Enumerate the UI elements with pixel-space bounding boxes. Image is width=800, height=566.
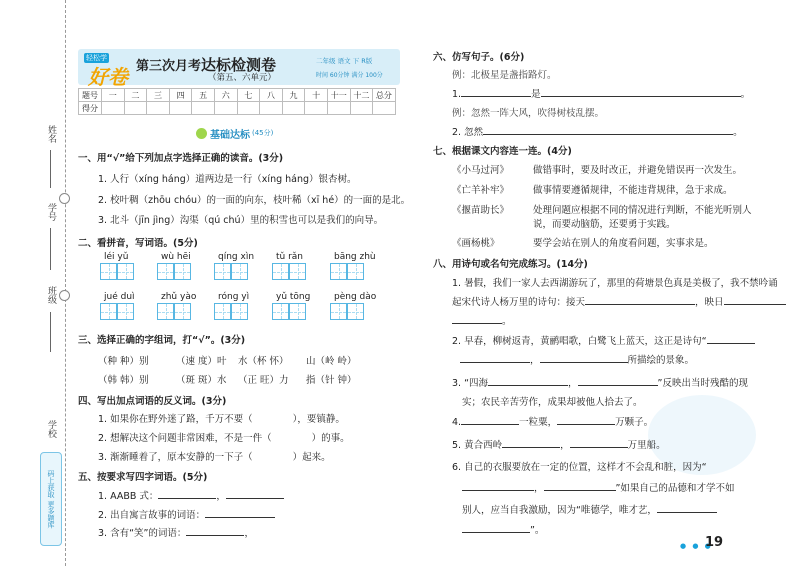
writing-box[interactable] [214, 263, 231, 280]
q7-left-item[interactable]: 《亡羊补牢》 [452, 185, 510, 196]
pinyin-prompt: jué duì [104, 292, 135, 302]
q8-line-4-end: 万颗子。 [615, 417, 654, 428]
q8-line-2b-text: 所描绘的景象。 [627, 355, 695, 366]
writing-box[interactable] [330, 303, 347, 320]
q8-answer-blank[interactable] [540, 353, 628, 363]
q8-answer-blank[interactable] [460, 353, 530, 363]
q8-line-6b-text: ”如果自己的品德和才学不如 [615, 483, 735, 494]
q8-answer-blank[interactable] [578, 376, 658, 386]
fold-line [65, 0, 66, 566]
pinyin-prompt: bāng zhù [334, 252, 376, 262]
q5-title: 五、按要求写四字词语。(5分) [78, 472, 208, 483]
q8-title: 八、用诗句或名句完成练习。(14分) [433, 259, 588, 270]
q8-line-2a-text: 2. 早春，柳树返青，黄鹂唱歌，白鹭飞上蓝天，这正是诗句“ [452, 336, 707, 347]
q3-item: （速 度）叶 [176, 356, 227, 367]
punch-hole-dot [59, 193, 70, 204]
section-title: 基础达标 [210, 129, 250, 141]
q6-answer-blank[interactable] [541, 87, 741, 97]
name-label: 姓名 [46, 125, 56, 143]
q7-right-item[interactable]: 要学会站在别人的角度看问题，实事求是。 [533, 238, 714, 249]
q8-line-1c-text: ，映日 [695, 297, 724, 308]
writing-box[interactable] [214, 303, 231, 320]
writing-box[interactable] [174, 263, 191, 280]
brand-badge: 轻松学 [86, 54, 107, 62]
q8-comma: ， [534, 483, 544, 494]
q8-line-6a: 6. 自己的衣服要放在一定的位置，这样才不会乱和脏，因为“ [452, 462, 707, 473]
writing-box[interactable] [347, 303, 364, 320]
score-cell[interactable] [169, 102, 192, 115]
pinyin-prompt: zhǔ yào [161, 292, 197, 302]
q6-line-2-text: 2. 忽然 [452, 127, 484, 138]
q7-left-item[interactable]: 《揠苗助长》 [452, 205, 510, 216]
q6-period: 。 [733, 127, 743, 138]
q5-line-2 [98, 507, 275, 521]
score-cell[interactable] [260, 102, 283, 115]
q8-answer-blank[interactable] [462, 523, 530, 533]
q8-comma: ， [560, 440, 570, 451]
score-table-header-cell: 二 [124, 89, 147, 102]
q2-title: 二、看拼音，写词语。(5分) [78, 238, 198, 249]
score-cell[interactable] [327, 102, 350, 115]
q6-example-2: 例：忽然一阵大风，吹得树枝乱摆。 [452, 108, 605, 119]
q8-line-6b [462, 480, 734, 494]
q5-comma: ， [216, 491, 226, 502]
q7-right-item[interactable]: 处理问题应根据不同的情况进行判断，不能光听别人 [533, 205, 752, 216]
q4-line-2-text: 2. 想解决这个问题非常困难，不是一件（ [98, 433, 272, 444]
q4-line-2 [98, 430, 350, 444]
q8-line-1b [452, 294, 786, 308]
q8-comma: ， [530, 355, 540, 366]
score-cell[interactable] [192, 102, 215, 115]
q8-answer-blank[interactable] [585, 295, 695, 305]
writing-box[interactable] [347, 263, 364, 280]
qr-promo-badge[interactable]: 码上获取 更多题库 [40, 452, 62, 546]
q8-line-6d-text: ”。 [530, 525, 545, 536]
page-number: 19 [705, 535, 724, 550]
score-cell[interactable] [124, 102, 147, 115]
q5-answer-blank[interactable] [226, 489, 284, 499]
q8-answer-blank[interactable] [657, 503, 717, 513]
q4-title: 四、写出加点词语的反义词。(3分) [78, 396, 227, 407]
q4-line-1-text: 1. 如果你在野外迷了路，千万不要（ [98, 414, 253, 425]
score-table-header-cell: 九 [282, 89, 305, 102]
q3-item: 指（针 钟） [306, 375, 357, 386]
q8-answer-blank[interactable] [557, 415, 615, 425]
q8-period: 。 [502, 316, 512, 327]
q7-title: 七、根据课文内容连一连。(4分) [433, 146, 572, 157]
q8-answer-blank[interactable] [724, 295, 786, 305]
class-label: 班级 [46, 286, 56, 304]
q8-answer-blank[interactable] [544, 481, 616, 491]
q1-line-1: 1. 人行（xíng háng）道两边是一行（xíng háng）银杏树。 [98, 174, 357, 185]
q7-left-item[interactable]: 《画杨桃》 [452, 238, 500, 249]
q3-item: （种 种）别 [98, 356, 149, 367]
score-table-header-cell: 八 [260, 89, 283, 102]
q5-answer-blank[interactable] [186, 526, 244, 536]
q8-line-5-text: 5. 黄合西岭 [452, 440, 503, 451]
score-table-row-label: 得分 [79, 102, 102, 115]
q5-line-1 [98, 488, 284, 502]
writing-box[interactable] [330, 263, 347, 280]
q8-line-1-end [452, 313, 512, 327]
score-table-header-cell: 五 [192, 89, 215, 102]
score-cell[interactable] [102, 102, 125, 115]
q3-item: （斑 斑）水 [176, 375, 227, 386]
q6-period: 。 [740, 89, 751, 100]
q8-line-4 [452, 414, 653, 428]
q3-item: （韩 韩）别 [98, 375, 149, 386]
q4-line-1 [98, 411, 345, 425]
q8-line-1b-text: 起宋代诗人杨万里的诗句：接天 [452, 297, 586, 308]
writing-box[interactable] [157, 263, 174, 280]
score-cell[interactable] [373, 102, 396, 115]
score-table-header-cell: 六 [214, 89, 237, 102]
q5-answer-blank[interactable] [158, 489, 216, 499]
page-dots-decoration: ● ● ● [680, 542, 713, 550]
q8-answer-blank[interactable] [452, 314, 502, 324]
q8-answer-blank[interactable] [707, 334, 755, 344]
q8-line-3a [452, 375, 748, 389]
name-rule [50, 150, 51, 188]
q8-line-3b-text: ， [568, 378, 578, 389]
q4-line-3-end: ）起来。 [292, 452, 331, 463]
pinyin-prompt: léi yǔ [104, 252, 129, 262]
q5-line-3 [98, 525, 284, 539]
score-cell[interactable] [237, 102, 260, 115]
q8-line-4-mid: 一粒粟， [519, 417, 558, 428]
writing-box[interactable] [117, 263, 134, 280]
q6-line-number: 1. [452, 89, 462, 100]
q8-line-5-end: 万里船。 [627, 440, 666, 451]
q3-item: 水（杯 怀） [238, 356, 289, 367]
q7-right-item[interactable]: 做事情要遵循规律，不能违背规律，急于求成。 [533, 185, 733, 196]
test-title-prefix: 第三次月考 [136, 59, 202, 74]
q4-answer-blank[interactable] [253, 451, 293, 460]
score-table-header-cell: 一 [102, 89, 125, 102]
section-badge [196, 126, 280, 140]
q8-line-3a-text: 3. “四海 [452, 378, 489, 389]
q5-line-3-text: 3. 含有“笑”的词语： [98, 528, 187, 539]
q7-right-item-cont: 说，而要动脑筋，还要勇于实践。 [533, 219, 676, 230]
score-table-header-cell: 十 [305, 89, 328, 102]
writing-box[interactable] [289, 303, 306, 320]
q8-answer-blank[interactable] [502, 438, 560, 448]
q8-line-4-num: 4. [452, 417, 462, 428]
q3-title: 三、选择正确的字组词，打“√”。(3分) [78, 335, 246, 346]
punch-hole-dot [59, 290, 70, 301]
score-table-row-label: 题号 [79, 89, 102, 102]
pinyin-prompt: pèng dào [334, 292, 377, 302]
q8-answer-blank[interactable] [488, 376, 568, 386]
q6-line-1 [452, 86, 750, 100]
q5-comma: ， [244, 528, 254, 539]
writing-box[interactable] [100, 303, 117, 320]
q6-example-1: 例：北极星是盏指路灯。 [452, 70, 557, 81]
q6-title: 六、仿写句子。(6分) [433, 52, 525, 63]
school-label: 学校 [46, 420, 56, 438]
pinyin-prompt: wù hēi [161, 252, 191, 262]
score-table-score-row [79, 102, 396, 115]
score-table [78, 88, 396, 115]
pinyin-prompt: róng yì [218, 292, 250, 302]
q1-line-3: 3. 北斗（jīn jìng）沟渠（qú chú）里的积雪也可以是我们的向导。 [98, 215, 384, 226]
writing-box[interactable] [231, 303, 248, 320]
q4-line-3-text: 3. 渐渐睡着了，原本安静的一下子（ [98, 452, 253, 463]
score-table-header-cell: 总分 [373, 89, 396, 102]
q8-line-3c-text: ”反映出当时残酷的现 [657, 378, 748, 389]
writing-box[interactable] [289, 263, 306, 280]
writing-box[interactable] [100, 263, 117, 280]
q4-line-1-end: ），要镇静。 [292, 414, 345, 425]
score-cell[interactable] [305, 102, 328, 115]
pinyin-prompt: yǔ tōng [276, 292, 311, 302]
q4-line-3 [98, 449, 331, 463]
score-cell[interactable] [214, 102, 237, 115]
score-cell[interactable] [147, 102, 170, 115]
pinyin-prompt: qíng xìn [218, 252, 255, 262]
test-subtitle: （第五、六单元） [208, 73, 277, 83]
q7-right-item[interactable]: 做错事时，要及时改正，并避免错误再一次发生。 [533, 165, 743, 176]
q6-line-1-mid: 是 [531, 89, 541, 100]
q4-answer-blank[interactable] [253, 413, 293, 422]
q8-line-2b [460, 352, 694, 366]
writing-box[interactable] [272, 263, 289, 280]
section-score: (45分) [252, 129, 274, 137]
q8-line-6c [462, 502, 717, 516]
pinyin-prompt: tǔ rǎn [276, 252, 304, 262]
q5-line-2-text: 2. 出自寓言故事的词语： [98, 510, 206, 521]
score-cell[interactable] [282, 102, 305, 115]
writing-box[interactable] [157, 303, 174, 320]
q8-line-1a: 1. 暑假，我们一家人去西湖游玩了，那里的荷塘景色真是美极了，我不禁吟诵 [452, 278, 778, 289]
student-id-rule [50, 228, 51, 270]
q8-answer-blank[interactable] [462, 481, 534, 491]
writing-box[interactable] [117, 303, 134, 320]
q1-line-2: 2. 校叶稠（zhōu chóu）的一面的向东，枝叶稀（xī hé）的一面的是北。 [98, 195, 411, 206]
grade-subject-meta: 二年级 语文 下 R版 [316, 57, 373, 65]
q8-line-2a [452, 333, 755, 347]
score-table-header-cell: 四 [169, 89, 192, 102]
q7-left-item[interactable]: 《小马过河》 [452, 165, 510, 176]
writing-box[interactable] [231, 263, 248, 280]
q8-answer-blank[interactable] [570, 438, 628, 448]
q4-answer-blank[interactable] [272, 432, 312, 441]
q1-title: 一、用“√”给下列加点字选择正确的读音。(3分) [78, 153, 284, 164]
q6-answer-blank[interactable] [483, 125, 733, 135]
test-title-main: 达标检测卷 [201, 56, 277, 74]
class-rule [50, 312, 51, 352]
q6-line-2 [452, 124, 743, 138]
time-score-meta: 时间 60分钟 满分 100分 [316, 72, 383, 79]
q5-line-1-text: 1. AABB 式： [98, 491, 159, 502]
score-table-header-cell: 十一 [327, 89, 350, 102]
score-table-header-cell: 三 [147, 89, 170, 102]
writing-box[interactable] [272, 303, 289, 320]
score-table-header-cell: 七 [237, 89, 260, 102]
q5-answer-blank[interactable] [205, 508, 275, 518]
writing-box[interactable] [174, 303, 191, 320]
q4-line-2-end: ）的事。 [311, 433, 350, 444]
q8-line-6d [462, 522, 544, 536]
lightbulb-icon [196, 128, 207, 139]
score-cell[interactable] [350, 102, 373, 115]
q8-line-3d: 实；农民辛苦劳作，成果却被他人拾去了。 [462, 397, 643, 408]
q8-answer-blank[interactable] [461, 415, 519, 425]
score-table-header-cell: 十二 [350, 89, 373, 102]
score-table-header-row [79, 89, 396, 102]
q8-line-6c-text: 别人，应当自我激励，因为“唯德学，唯才艺， [462, 505, 657, 516]
student-id-label: 学号 [46, 203, 56, 221]
q6-answer-blank[interactable] [461, 87, 531, 97]
brand-logo: 好卷 [88, 65, 128, 89]
q3-item: （正 旺）力 [238, 375, 289, 386]
q3-item: 山（岭 岭） [306, 356, 357, 367]
q8-line-5 [452, 437, 666, 451]
q5-answer-blank[interactable] [254, 527, 284, 536]
